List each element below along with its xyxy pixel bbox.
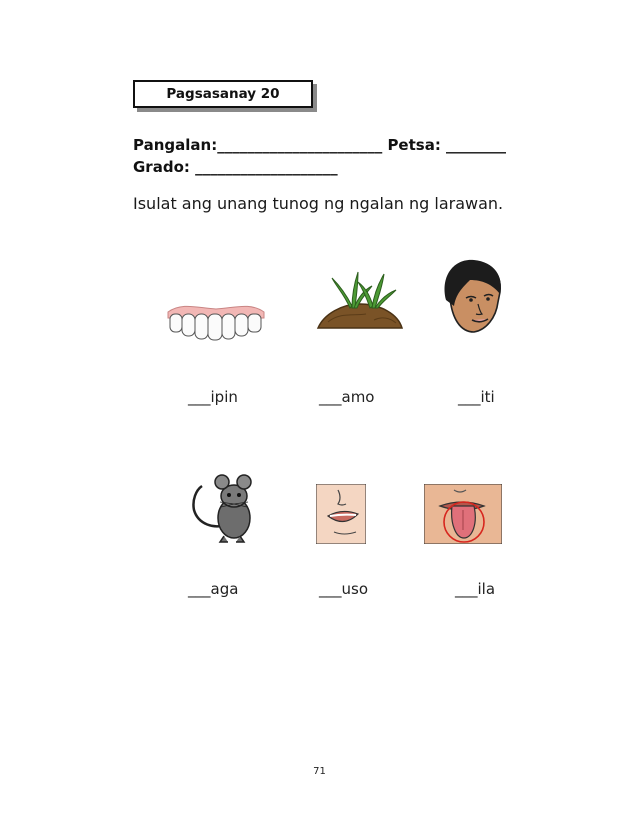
page-number: 71 xyxy=(313,766,326,777)
grade-field[interactable]: Grado: ___________________ xyxy=(133,158,338,176)
face-icon xyxy=(440,258,506,336)
tongue-icon xyxy=(424,484,502,544)
lips-icon xyxy=(316,484,366,544)
mouse-icon xyxy=(188,470,270,546)
instruction: Isulat ang unang tunog ng ngalan ng larawan. xyxy=(133,194,504,213)
title-banner xyxy=(133,80,317,112)
date-field[interactable]: Petsa: ________ xyxy=(387,136,507,154)
word-item: ___uso xyxy=(319,580,368,598)
word-item: ___aga xyxy=(188,580,239,598)
page-title: Pagsasanay 20 xyxy=(133,80,313,108)
name-date-line xyxy=(133,136,506,154)
grass-icon xyxy=(314,268,406,334)
teeth-icon xyxy=(164,296,268,344)
word-item: ___ila xyxy=(455,580,496,598)
word-item: ___ipin xyxy=(188,388,238,406)
name-field[interactable]: Pangalan:______________________ xyxy=(133,136,383,154)
word-item: ___amo xyxy=(319,388,375,406)
word-item: ___iti xyxy=(458,388,495,406)
